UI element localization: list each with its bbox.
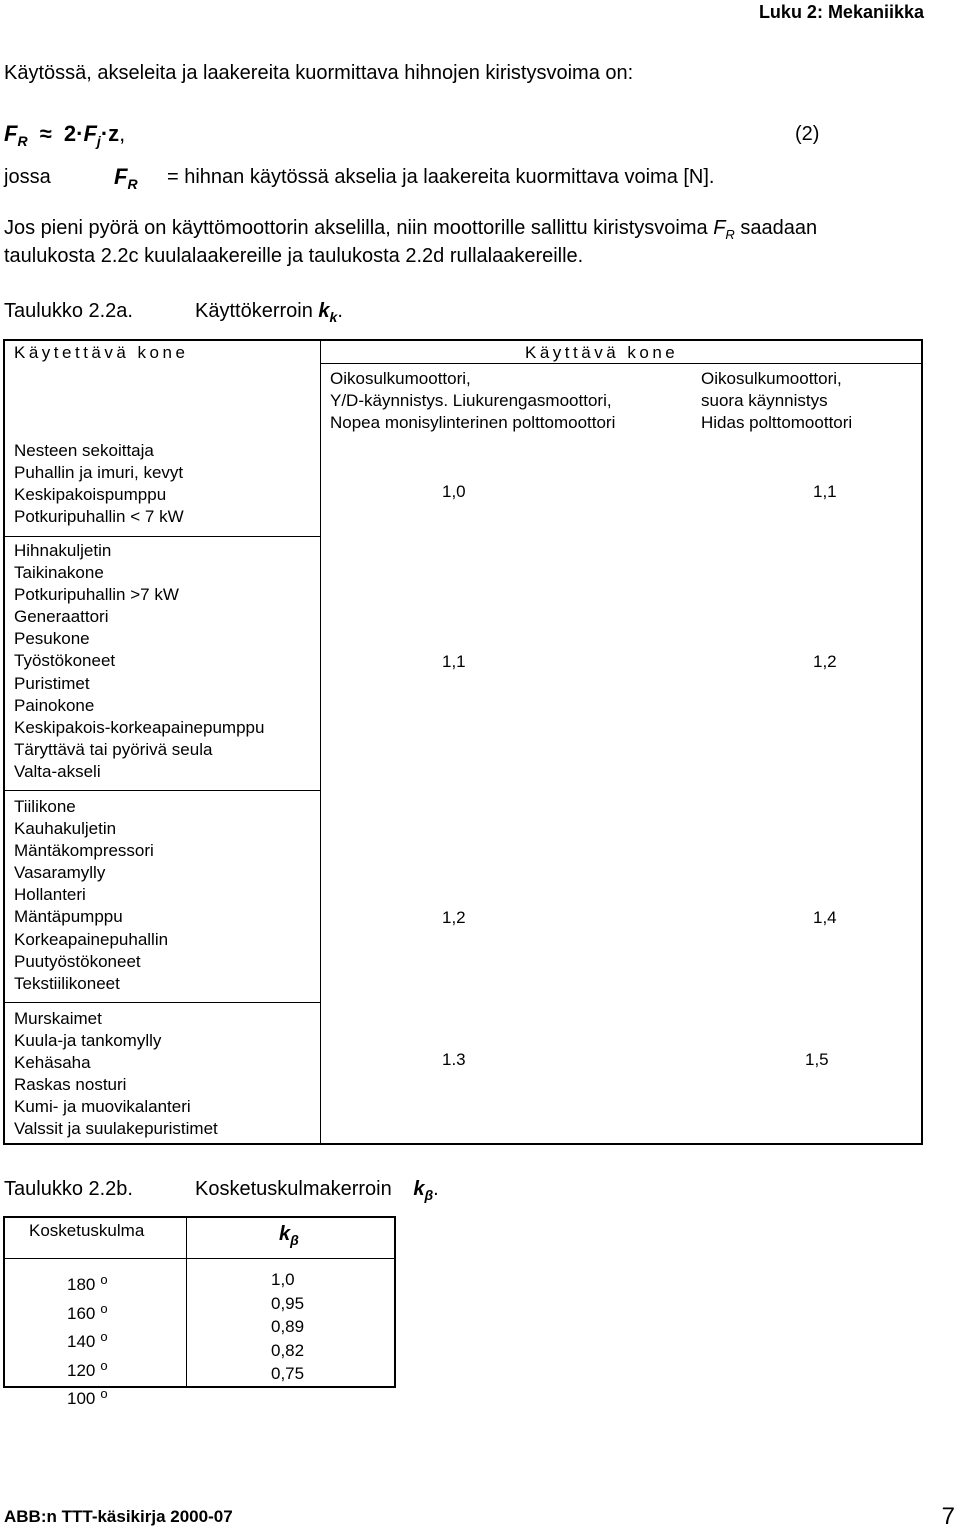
table1-group-header: Käyttävä kone bbox=[525, 343, 679, 362]
chapter-header: Luku 2: Mekaniikka bbox=[758, 2, 924, 22]
table1-caption-label: Taulukko 2.2a. bbox=[4, 300, 133, 322]
table1-group-4-value-2: 1,5 bbox=[805, 1050, 829, 1069]
machine-item: Generaattori bbox=[14, 607, 109, 627]
table1-group-1-value-2: 1,1 bbox=[813, 482, 837, 501]
machine-item: Kauhakuljetin bbox=[14, 819, 117, 839]
page-number: 7 bbox=[941, 1503, 955, 1530]
table1-col1-header: Oikosulkumoottori, Y/D-käynnistys. Liukurengasmoottori, Nopea monisylinterinen polttomoottori bbox=[330, 369, 616, 432]
angle-cell: 180 $^o$ bbox=[67, 1272, 108, 1294]
table2-header-divider bbox=[5, 1258, 394, 1259]
machine-item: Taikinakone bbox=[14, 563, 104, 583]
machine-item: Tekstiilikoneet bbox=[14, 973, 120, 993]
table1-row-divider bbox=[5, 790, 320, 791]
service-factor-table bbox=[3, 339, 923, 1145]
angle-cell: 140 $^o$ bbox=[67, 1329, 108, 1351]
machine-item: Tiilikone bbox=[14, 797, 76, 816]
machine-item: Mäntäkompressori bbox=[14, 841, 154, 861]
table2-col1-header: $k_\beta$ bbox=[279, 1223, 299, 1248]
table1-caption-title: Käyttökerroin $k_k$. bbox=[195, 300, 343, 325]
formula: $F_R \approx 2\cdot F_j\cdot z$, bbox=[4, 121, 126, 149]
degree-mark: o bbox=[100, 1357, 108, 1373]
table1-column-divider bbox=[320, 341, 321, 1143]
table1-group-3-machines bbox=[14, 796, 168, 995]
intro-text: Käytössä, akseleita ja laakereita kuormittava hihnojen kiristysvoima on: bbox=[4, 62, 634, 84]
table1-group-4-value-1: 1.3 bbox=[442, 1050, 466, 1069]
angle-cell: 120 $^o$ bbox=[67, 1357, 108, 1380]
machine-item: Puutyöstökoneet bbox=[14, 951, 141, 971]
machine-item: Keskipakois-korkeapainepumppu bbox=[14, 717, 265, 737]
degree-mark: o bbox=[100, 1329, 108, 1344]
table1-group-3-value-1: 1,2 bbox=[442, 908, 466, 927]
where-symbol: $F_R$ bbox=[114, 164, 138, 192]
machine-item: Kuula-ja tankomylly bbox=[14, 1031, 162, 1051]
machine-item: Täryttävä tai pyörivä seula bbox=[14, 739, 213, 759]
machine-item: Pesukone bbox=[14, 629, 90, 649]
machine-item: Mäntäpumppu bbox=[14, 907, 123, 927]
machine-item: Valssit ja suulakepuristimet bbox=[14, 1119, 218, 1139]
footer-source: ABB:n TTT-käsikirja 2000-07 bbox=[4, 1507, 233, 1526]
table1-group-1-value-1: 1,0 bbox=[442, 482, 466, 501]
machine-item: Keskipakoispumppu bbox=[14, 485, 167, 505]
table1-col0-header: Käytettävä kone bbox=[14, 343, 189, 362]
table1-row-divider bbox=[5, 536, 320, 537]
table2-angle-column bbox=[67, 1268, 108, 1411]
machine-item: Raskas nosturi bbox=[14, 1075, 127, 1095]
machine-item: Kumi- ja muovikalanteri bbox=[14, 1097, 191, 1117]
kbeta-cell: 1,0 bbox=[271, 1270, 295, 1289]
machine-item: Murskaimet bbox=[14, 1009, 102, 1028]
kbeta-cell: 0,82 bbox=[271, 1340, 305, 1360]
kbeta-cell: 0,95 bbox=[271, 1293, 305, 1313]
table2-caption-label: Taulukko 2.2b. bbox=[4, 1178, 133, 1200]
degree-mark: o bbox=[100, 1272, 108, 1287]
table1-group-3-value-2: 1,4 bbox=[813, 908, 837, 927]
machine-item: Valta-akseli bbox=[14, 761, 101, 781]
table1-header-divider bbox=[320, 363, 921, 364]
equation-number: (2) bbox=[795, 123, 820, 145]
angle-cell: 100 $^o$ bbox=[67, 1386, 108, 1408]
machine-item: Vasaramylly bbox=[14, 863, 106, 883]
machine-item: Potkuripuhallin >7 kW bbox=[14, 585, 179, 605]
paragraph-line-2: taulukosta 2.2c kuulalaakereille ja taulukosta 2.2d rullalaakereille. bbox=[4, 245, 584, 267]
degree-mark: o bbox=[100, 1386, 108, 1401]
machine-item: Työstökoneet bbox=[14, 651, 116, 671]
table1-group-4-machines bbox=[14, 1008, 218, 1141]
table2-caption-title: Kosketuskulmakerroin $k_\beta$. bbox=[195, 1178, 439, 1203]
machine-item: Korkeapainepuhallin bbox=[14, 929, 169, 949]
table1-group-2-machines bbox=[14, 540, 264, 783]
machine-item: Potkuripuhallin < 7 kW bbox=[14, 507, 184, 527]
kbeta-cell: 0,89 bbox=[271, 1317, 305, 1336]
table1-col2-header: Oikosulkumoottori, suora käynnistys Hidas polttomoottori bbox=[701, 369, 853, 432]
machine-item: Nesteen sekoittaja bbox=[14, 441, 154, 460]
angle-cell: 160 $^o$ bbox=[67, 1300, 108, 1323]
table1-group-2-value-1: 1,1 bbox=[442, 652, 466, 671]
contact-angle-table bbox=[3, 1216, 396, 1408]
machine-item: Kehäsaha bbox=[14, 1053, 91, 1073]
machine-item: Puhallin ja imuri, kevyt bbox=[14, 463, 184, 483]
table2-column-divider bbox=[186, 1218, 187, 1386]
degree-mark: o bbox=[100, 1300, 108, 1316]
machine-item: Painokone bbox=[14, 695, 95, 715]
table2-col0-header: Kosketuskulma bbox=[29, 1221, 145, 1240]
where-word: jossa bbox=[4, 166, 51, 188]
table2-value-column bbox=[271, 1268, 304, 1386]
table1-row-divider bbox=[5, 1002, 320, 1003]
paragraph-line-1: Jos pieni pyörä on käyttömoottorin akselilla, niin moottorille sallittu kiristysvoima $F_R$ saadaan bbox=[4, 217, 818, 242]
table1-group-2-value-2: 1,2 bbox=[813, 652, 837, 671]
machine-item: Puristimet bbox=[14, 673, 90, 693]
table1-group-1-machines bbox=[14, 440, 184, 528]
kbeta-cell: 0,75 bbox=[271, 1364, 305, 1383]
machine-item: Hollanteri bbox=[14, 885, 86, 905]
where-text: = hihnan käytössä akselia ja laakereita kuormittava voima [N]. bbox=[167, 166, 715, 188]
machine-item: Hihnakuljetin bbox=[14, 541, 112, 560]
approx-sign: ≈ bbox=[39, 121, 52, 146]
